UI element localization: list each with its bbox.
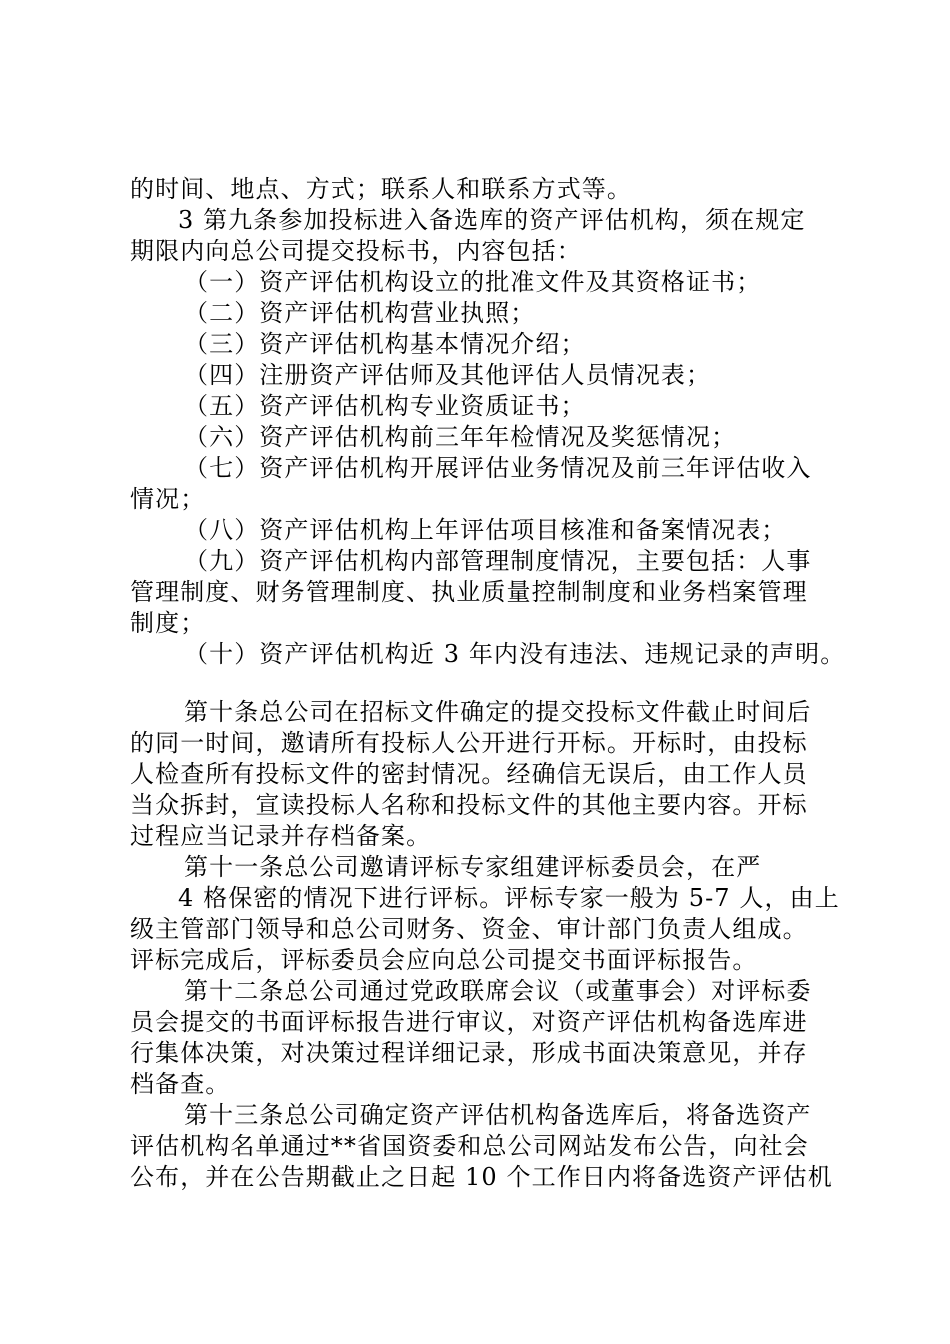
text-line: 4 格保密的情况下进行评标。评标专家一般为 5-7 人，由上 [178,884,840,912]
list-item: （五）资产评估机构专业资质证书； [184,392,586,420]
list-item: （七）资产评估机构开展评估业务情况及前三年评估收入 [184,454,812,482]
text-line: 制度； [130,609,206,637]
text-line: 管理制度、财务管理制度、执业质量控制制度和业务档案管理 [130,578,808,606]
text-line: 行集体决策，对决策过程详细记录，形成书面决策意见，并存 [130,1039,808,1067]
list-item: （四）注册资产评估师及其他评估人员情况表； [184,361,712,389]
text-line: 员会提交的书面评标报告进行审议，对资产评估机构备选库进 [130,1008,808,1036]
text-line: 的同一时间，邀请所有投标人公开进行开标。开标时，由投标 [130,729,808,757]
text-line: 3 第九条参加投标进入备选库的资产评估机构，须在规定 [178,206,806,234]
text-line: 第十条总公司在招标文件确定的提交投标文件截止时间后 [184,698,812,726]
list-item: （一）资产评估机构设立的批准文件及其资格证书； [184,268,762,296]
text-line: 人检查所有投标文件的密封情况。经确信无误后，由工作人员 [130,760,808,788]
text-line: 当众拆封，宣读投标人名称和投标文件的其他主要内容。开标 [130,791,808,819]
list-item: （二）资产评估机构营业执照； [184,299,536,327]
text-line: 档备查。 [130,1070,231,1098]
text-line: 级主管部门领导和总公司财务、资金、审计部门负责人组成。 [130,915,808,943]
text-line: 期限内向总公司提交投标书，内容包括： [130,237,582,265]
text-line: 评标完成后，评标委员会应向总公司提交书面评标报告。 [130,946,758,974]
list-item: （六）资产评估机构前三年年检情况及奖惩情况； [184,423,737,451]
list-item: （八）资产评估机构上年评估项目核准和备案情况表； [184,516,787,544]
text-line: 第十一条总公司邀请评标专家组建评标委员会，在严 [184,853,762,881]
list-item: （九）资产评估机构内部管理制度情况，主要包括：人事 [184,547,812,575]
list-item: （三）资产评估机构基本情况介绍； [184,330,586,358]
text-line: 公布，并在公告期截止之日起 10 个工作日内将备选资产评估机 [130,1163,833,1191]
list-item: （十）资产评估机构近 3 年内没有违法、违规记录的声明。 [184,640,846,668]
text-line: 的时间、地点、方式；联系人和联系方式等。 [130,175,632,203]
text-line: 评估机构名单通过**省国资委和总公司网站发布公告，向社会 [130,1132,809,1160]
text-line: 第十二条总公司通过党政联席会议（或董事会）对评标委 [184,977,812,1005]
text-line: 第十三条总公司确定资产评估机构备选库后，将备选资产 [184,1101,812,1129]
text-line: 情况； [130,485,206,513]
text-line: 过程应当记录并存档备案。 [130,822,432,850]
